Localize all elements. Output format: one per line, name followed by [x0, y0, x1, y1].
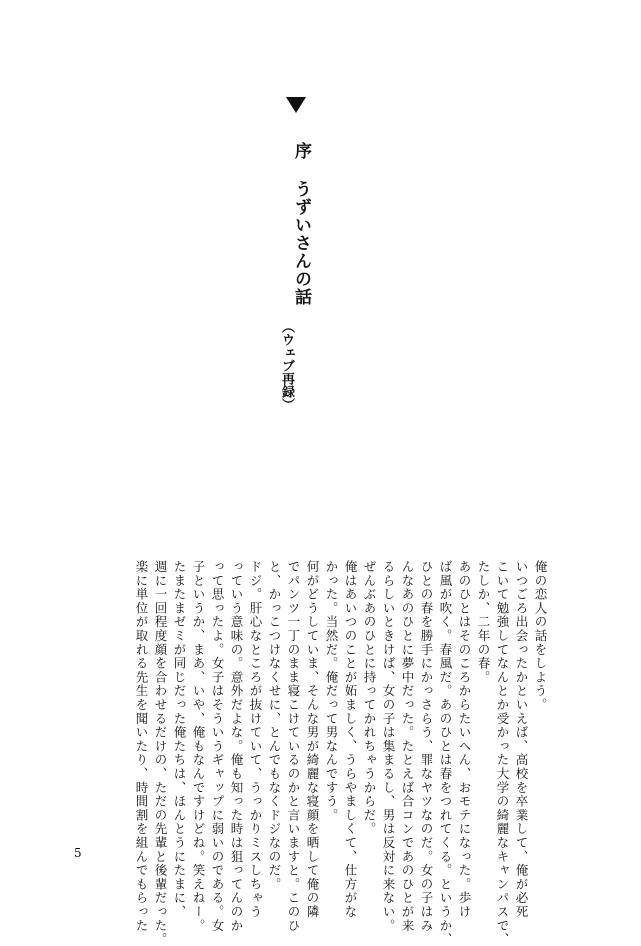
body-line: るらしいときけば、女の子は集まるし、男は反対に来ない。 — [381, 560, 396, 933]
section-marker-triangle-icon — [286, 97, 306, 113]
body-line: って思ったよ。女子はそういうギャップに弱いのである。女 — [210, 560, 225, 933]
body-line: たしか、二年の春。 — [476, 560, 491, 685]
body-line: ぜんぶあのひとに持ってかれちゃうからだ。 — [362, 560, 377, 836]
body-line: 子というか、まあ、いや、俺もなんですけどね。笑えねー。 — [191, 560, 206, 933]
body-line: ドジ。肝心なところが抜けていて、うっかりミスしちゃう — [248, 560, 263, 919]
chapter-title: うずいさんの話 — [291, 180, 311, 306]
body-line: ひとの春を勝手にかっさらう、罪なヤツなのだ。女の子はみ — [419, 560, 434, 933]
body-line: あのひとはそのころからたいへん、おモテになった。歩け — [457, 560, 472, 919]
body-line: かった。当然だ。俺だって男なんですう。 — [324, 560, 339, 823]
body-line: 俺はあいつのことが妬ましく、うらやましくて、仕方がな — [343, 560, 358, 919]
body-line: 何がどうしていま、そんな男が綺麗な寝顔を晒して俺の隣 — [305, 560, 320, 919]
body-line: いつごろ出会ったかといえば、高校を卒業して、俺が必死 — [514, 560, 529, 919]
body-line: んなあのひとに夢中だった。たとえば合コンであのひとが来 — [400, 560, 415, 933]
body-text — [60, 560, 550, 946]
body-line: 楽に単位が取れる先生を聞いたり、時間割を組んでもらった — [134, 560, 149, 933]
body-line: と、かっこつけなくせに、とんでもなくドジなのだ。 — [267, 560, 282, 892]
page-number: 5 — [74, 846, 82, 860]
body-line: たまたまゼミが同じだった俺たちは、ほんとうにたまに、 — [172, 560, 187, 919]
body-line: ば風が吹く。春風だ。あのひとは春をつれてくる。というか、 — [438, 560, 453, 946]
section-label: 序 — [291, 142, 311, 160]
body-line: でパンツ一丁のまま寝こけているのかと言いますと。このひ — [286, 560, 301, 933]
chapter-subtitle: （ウェブ再録） — [279, 320, 294, 411]
body-line: 俺の恋人の話をしよう。 — [533, 560, 548, 712]
body-line: こいて勉強してなんとか受かった大学の綺麗なキャンパスで、 — [495, 560, 510, 946]
body-line: っていう意味の。意外だよな。俺も知った時は狙ってんのか — [229, 560, 244, 933]
body-line: 週に一回程度顔を合わせるだけの、ただの先輩と後輩だった。 — [153, 560, 168, 946]
